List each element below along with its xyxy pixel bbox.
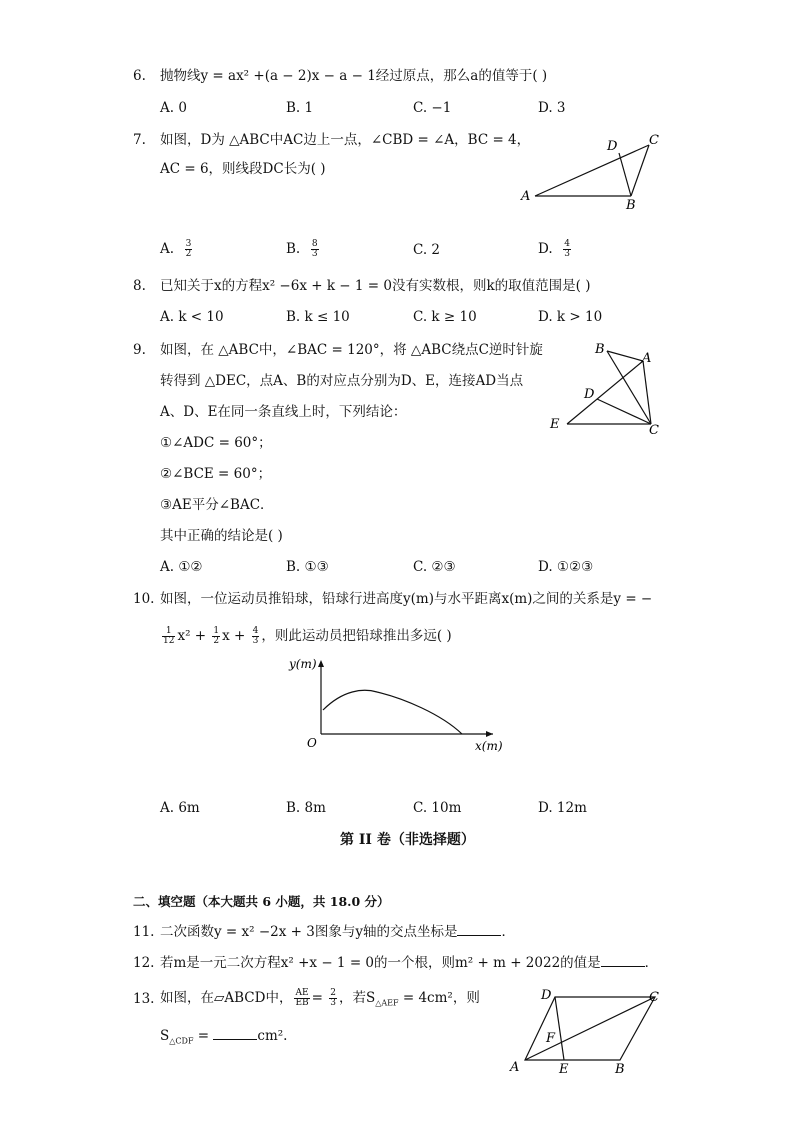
q6-number: 6.	[133, 68, 146, 84]
q10-option-b: B. 8m	[286, 800, 326, 816]
q9-option-b: B. ①③	[286, 559, 329, 575]
q9-conclusion-2: ②∠BCE = 60°；	[160, 466, 272, 482]
q10-stem-line1: 如图，一位运动员推铅球，铅球行进高度y(m)与水平距离x(m)之间的关系是y = −	[160, 591, 653, 607]
q7-option-d: D. $\frac{4}{3}$	[538, 239, 570, 259]
q7-option-b: B. $\frac{8}{3}$	[286, 239, 318, 259]
q9-question: 其中正确的结论是( )	[160, 528, 283, 544]
q7-option-a: A. $\frac{3}{2}$	[160, 239, 192, 259]
q13-stem-line2: $S_{\triangle CDF} = cm^2$.	[160, 1028, 288, 1046]
q9-option-c: C. ②③	[413, 559, 456, 575]
q10-trajectory-graph	[285, 654, 515, 764]
q12-stem: 若m是一元二次方程x² +x − 1 = 0的一个根，则m² + m + 2022的值是 ．	[160, 955, 659, 971]
q13-label-e: E	[559, 1062, 569, 1077]
q8-option-a: A. k < 10	[160, 309, 224, 325]
section2-heading: 二、填空题（本大题共 6 小题，共 18.0 分）	[133, 894, 390, 909]
part2-title: 第 II 卷（非选择题）	[340, 832, 475, 848]
q10-origin-label: O	[307, 736, 317, 750]
q13-label-f: F	[546, 1031, 556, 1046]
q12-answer-blank[interactable]	[601, 954, 645, 967]
q8-option-d: D. k > 10	[538, 309, 603, 325]
q6-stem: 抛物线y = ax² +(a − 2)x − a − 1经过原点，那么a的值等于( )	[160, 68, 548, 84]
q10-option-a: A. 6m	[160, 800, 200, 816]
q7-stem-line2: AC = 6，则线段DC长为( )	[160, 161, 326, 177]
q10-option-d: D. 12m	[538, 800, 587, 816]
q9-label-c: C	[649, 423, 659, 438]
q6-option-a: A. 0	[160, 100, 187, 116]
q11-stem: 二次函数y = x² −2x + 3图象与y轴的交点坐标是 ．	[160, 924, 515, 940]
q7-label-c: C	[649, 133, 659, 148]
q10-y-axis-label: y(m)	[289, 657, 317, 671]
q8-option-b: B. k ≤ 10	[286, 309, 350, 325]
q6-option-c: C. −1	[413, 100, 452, 116]
q7-option-c: C. 2	[413, 242, 441, 258]
q9-number: 9.	[133, 342, 146, 358]
q9-option-a: A. ①②	[160, 559, 203, 575]
q9-stem-line2: 转得到 △DEC，点A、B的对应点分别为D、E，连接AD当点	[160, 373, 524, 389]
q11-number: 11.	[133, 924, 155, 940]
q7-number: 7.	[133, 132, 146, 148]
q9-conclusion-1: ①∠ADC = 60°；	[160, 435, 272, 451]
q13-answer-blank[interactable]	[213, 1027, 257, 1040]
q7-stem-line1: 如图，D为 △ABC中AC边上一点，∠CBD = ∠A，BC = 4，	[160, 132, 531, 148]
q13-label-c: C	[649, 990, 659, 1005]
q9-conclusion-3: ③AE平分∠BAC．	[160, 497, 274, 513]
q8-stem: 已知关于x的方程x² −6x + k − 1 = 0没有实数根，则k的取值范围是( )	[160, 278, 591, 294]
q9-label-a: A	[642, 351, 652, 366]
q10-option-c: C. 10m	[413, 800, 462, 816]
q10-number: 10.	[133, 591, 155, 607]
q13-number: 13.	[133, 991, 155, 1007]
q10-stem-line2: $\frac{1}{12}$ x² + $\frac{1}{2}$ x + $\frac{4}{3}$ ，则此运动员把铅球推出多远( )	[163, 626, 452, 646]
q7-label-d: D	[607, 139, 618, 154]
q9-label-e: E	[550, 417, 560, 432]
q9-label-d: D	[584, 387, 595, 402]
q7-label-a: A	[521, 189, 531, 204]
q12-number: 12.	[133, 955, 155, 971]
q9-option-d: D. ①②③	[538, 559, 594, 575]
q7-label-b: B	[626, 198, 636, 210]
q9-rotation-figure	[545, 338, 670, 440]
q13-label-a: A	[510, 1060, 520, 1075]
q6-option-d: D. 3	[538, 100, 566, 116]
q9-stem-line1: 如图，在 △ABC中，∠BAC = 120°，将 △ABC绕点C逆时针旋	[160, 342, 543, 358]
q6-option-b: B. 1	[286, 100, 314, 116]
q11-answer-blank[interactable]	[457, 923, 501, 936]
q13-stem-line1: 如图，在▱ABCD中， $\frac{AE}{EB}$ = $\frac{2}{3}$ ，若$S_{\triangle AEF} = 4cm^2$，则	[160, 988, 480, 1008]
q13-parallelogram-figure	[505, 985, 675, 1077]
q9-label-b: B	[595, 342, 605, 357]
q13-label-b: B	[615, 1062, 625, 1077]
q10-x-axis-label: x(m)	[475, 739, 503, 753]
q13-label-d: D	[541, 988, 552, 1003]
q9-stem-line3: A、D、E在同一条直线上时，下列结论：	[160, 404, 407, 420]
q7-triangle-figure	[515, 128, 665, 210]
q8-option-c: C. k ≥ 10	[413, 309, 477, 325]
q8-number: 8.	[133, 278, 146, 294]
